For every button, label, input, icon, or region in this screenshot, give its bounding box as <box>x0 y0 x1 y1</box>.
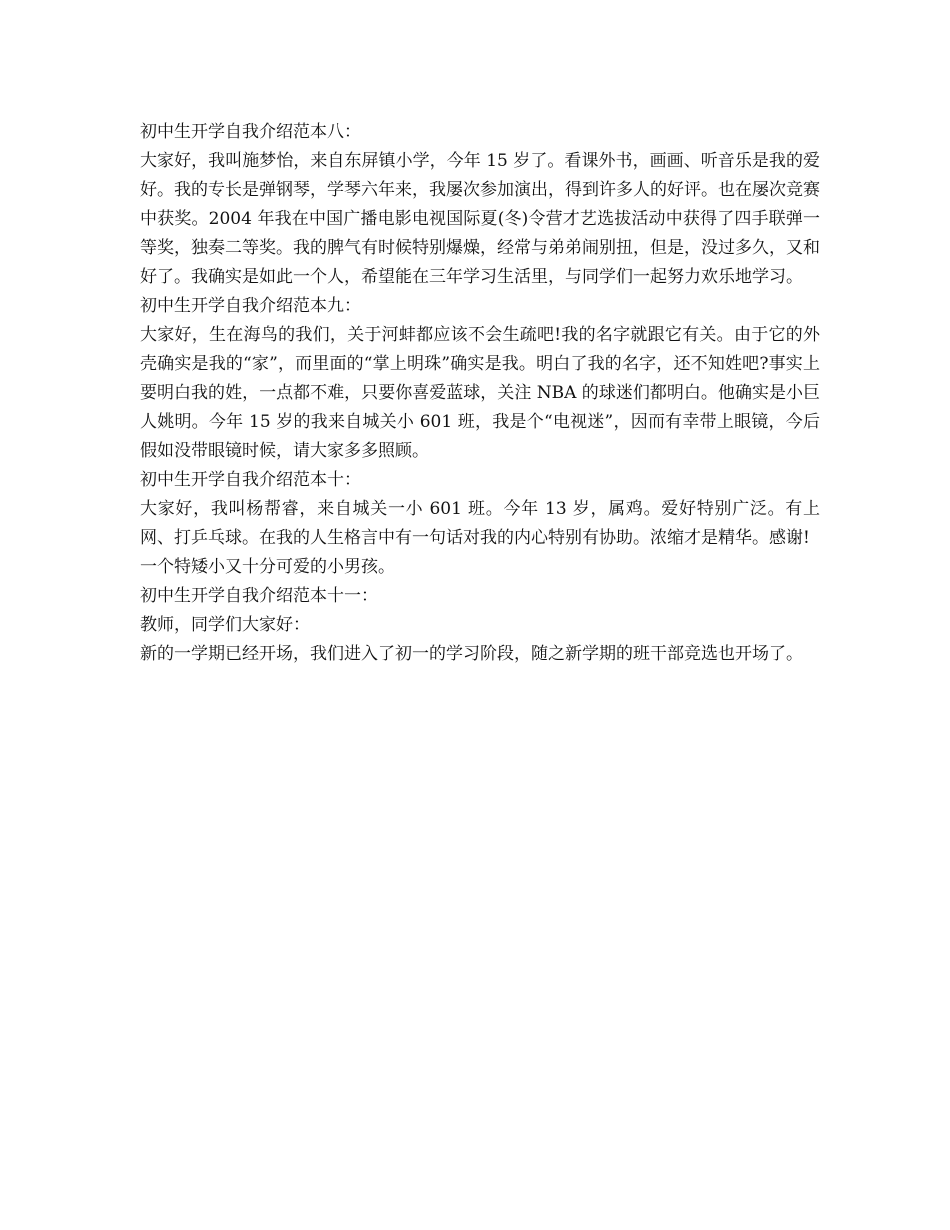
paragraph-sample-10: 大家好，我叫杨帮睿，来自城关一小 601 班。今年 13 岁，属鸡。爱好特别广泛。有上网、打乒乓球。在我的人生格言中有一句话对我的内心特别有协助。浓缩才是精华。感谢! <box>140 499 820 548</box>
paragraph-sample-9: 大家好，生在海鸟的我们，关于河蚌都应该不会生疏吧!我的名字就跟它有关。由于它的外壳确实是我的“家”，而里面的“掌上明珠”确实是我。明白了我的名字，还不知姓吧?事实上要明白我的姓，一点都不难，只要你喜爱蓝球，关注 NBA 的球迷们都明白。他确实是小巨人姚明。今年 15 岁的我来自城关小 601 班，我是个“电视迷”，因而有幸带上眼镜，今后假如没带眼镜时候，请大家多多照顾。 <box>140 325 820 461</box>
paragraph-greeting: 教师，同学们大家好： <box>140 615 310 635</box>
heading-sample-9: 初中生开学自我介绍范本九： <box>140 296 361 316</box>
paragraph-sample-10-extra: 一个特矮小又十分可爱的小男孩。 <box>140 557 395 577</box>
paragraph-sample-11: 新的一学期已经开场，我们进入了初一的学习阶段，随之新学期的班干部竞选也开场了。 <box>140 644 803 664</box>
heading-sample-10: 初中生开学自我介绍范本十： <box>140 470 361 490</box>
heading-sample-11: 初中生开学自我介绍范本十一： <box>140 586 378 606</box>
paragraph-sample-8: 大家好，我叫施梦怡，来自东屏镇小学，今年 15 岁了。看课外书，画画、听音乐是我的爱好。我的专长是弹钢琴，学琴六年来，我屡次参加演出，得到许多人的好评。也在屡次竞赛中获奖。2004 年我在中国广播电影电视国际夏(冬)令营才艺选拔活动中获得了四手联弹一等奖，独奏二等奖。我的脾气有时候特别爆燥，经常与弟弟闹别扭，但是，没过多久，又和好了。我确实是如此一个人，希望能在三年学习生活里，与同学们一起努力欢乐地学习。 <box>140 151 820 287</box>
document-body <box>140 118 820 669</box>
heading-sample-8: 初中生开学自我介绍范本八： <box>140 122 361 142</box>
